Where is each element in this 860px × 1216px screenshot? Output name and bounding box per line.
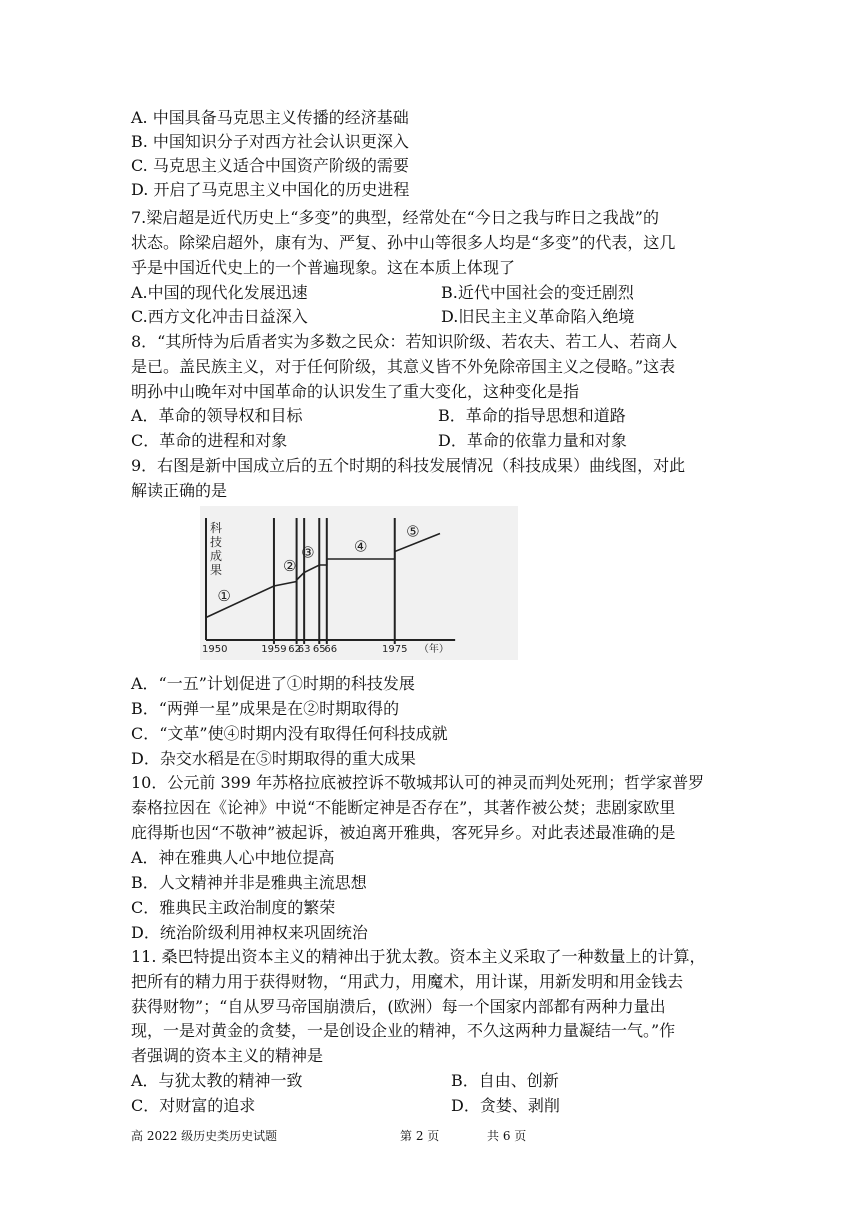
q10-stem-line: 泰格拉因在《论神》中说“不能断定神是否存在”，其著作被公焚；悲剧家欧里 [131,798,676,817]
footer-title: 高 2022 级历史类历史试题 [131,1129,278,1143]
q10-stem-line: 庇得斯也因“不敬神”被起诉，被迫离开雅典，客死异乡。对此表述最准确的是 [131,823,676,842]
q7-option-c: C.西方文化冲击日益深入 [131,307,308,326]
q10-option-a: A．神在雅典人心中地位提高 [131,848,335,867]
prev-option-b: B. 中国知识分子对西方社会认识更深入 [131,132,409,151]
q11-stem-line: 获得财物”；“自从罗马帝国崩溃后，(欧洲）每一个国家内部都有两种力量出 [131,997,666,1016]
q7-stem-line: 7.梁启超是近代历史上“多变”的典型，经常处在“今日之我与昨日之我战”的 [131,208,659,227]
x-tick-label: 66 [324,644,338,655]
x-tick-label: 63 [297,644,311,655]
x-tick-label: 65 [312,644,326,655]
q11-stem-line: 现，一是对黄金的贪婪，一是创设企业的精神，不久这两种力量凝结一气。”作 [131,1021,676,1040]
q8-stem-line: 明孙中山晚年对中国革命的认识发生了重大变化，这种变化是指 [131,382,580,401]
period-label: ③ [301,543,315,562]
y-axis-label-char: 果 [210,563,223,577]
science-achievement-chart [200,506,518,660]
q10-option-b: B．人文精神并非是雅典主流思想 [131,873,367,892]
footer-total-pages: 共 6 页 [487,1129,527,1143]
q11-option-d: D．贪婪、剥削 [451,1096,560,1115]
q8-option-d: D．革命的依靠力量和对象 [438,431,627,450]
period-label: ① [217,587,231,605]
q7-option-b: B.近代中国社会的变迁剧烈 [441,283,634,302]
q8-option-a: A．革命的领导权和目标 [131,406,303,425]
period-label: ② [283,557,297,575]
q10-option-d: D．统治阶级利用神权来巩固统治 [131,923,368,942]
prev-option-a: A. 中国具备马克思主义传播的经济基础 [131,108,409,127]
period-label: ⑤ [406,522,420,541]
x-tick-label: 1959 [261,644,287,655]
q7-option-a: A.中国的现代化发展迅速 [131,283,308,302]
q9-option-a: A．“一五”计划促进了①时期的科技发展 [131,674,415,693]
period-label: ④ [353,537,368,556]
q9-option-c: C．“文革”使④时期内没有取得任何科技成就 [131,724,448,743]
chart-background [200,506,518,660]
y-axis-label-char: 成 [210,549,223,563]
q11-option-a: A．与犹太教的精神一致 [131,1071,303,1090]
q8-option-c: C．革命的进程和对象 [131,431,288,450]
q8-option-b: B．革命的指导思想和道路 [438,406,626,425]
q11-stem-line: 11. 桑巴特提出资本主义的精神出于犹太教。资本主义采取了一种数量上的计算， [131,947,706,966]
q9-option-d: D．杂交水稻是在⑤时期取得的重大成果 [131,749,416,768]
q10-option-c: C．雅典民主政治制度的繁荣 [131,898,336,917]
q11-stem-line: 者强调的资本主义的精神是 [131,1046,324,1065]
y-axis-label [210,520,222,577]
q10-stem-line: 10．公元前 399 年苏格拉底被控诉不敬城邦认可的神灵而判处死刑；哲学家普罗 [131,773,705,792]
q9-stem-line: 解读正确的是 [131,481,228,500]
q9-stem-line: 9．右图是新中国成立后的五个时期的科技发展情况（科技成果）曲线图，对此 [131,456,686,475]
q8-stem-line: 是已。盖民族主义，对于任何阶级，其意义皆不外免除帝国主义之侵略。”这表 [131,357,676,376]
q11-stem-line: 把所有的精力用于获得财物，“用武力，用魔术，用计谋，用新发明和用金钱去 [131,972,684,991]
x-tick-label: 62 [288,644,301,655]
q9-option-b: B．“两弹一星”成果是在②时期取得的 [131,699,400,718]
q7-stem-line: 乎是中国近代史上的一个普遍现象。这在本质上体现了 [131,258,516,277]
prev-option-c: C. 马克思主义适合中国资产阶级的需要 [131,156,409,175]
q7-stem-line: 状态。除梁启超外，康有为、严复、孙中山等很多人均是“多变”的代表，这几 [131,233,676,252]
y-axis-label-char: 技 [210,535,223,549]
q11-option-c: C．对财富的追求 [131,1096,256,1115]
q8-stem-line: 8．“其所恃为后盾者实为多数之民众：若知识阶级、若农夫、若工人、若商人 [131,332,678,351]
q11-option-b: B．自由、创新 [451,1071,559,1090]
y-axis-label-char: 科 [210,521,223,535]
prev-option-d: D. 开启了马克思主义中国化的历史进程 [131,180,410,199]
x-tick-label: 1975 [382,644,408,655]
x-tick-label: 1950 [202,644,228,655]
x-axis-unit: （年） [418,644,449,655]
footer-page-number: 第 2 页 [400,1129,440,1143]
q7-option-d: D.旧民主主义革命陷入绝境 [441,307,635,326]
